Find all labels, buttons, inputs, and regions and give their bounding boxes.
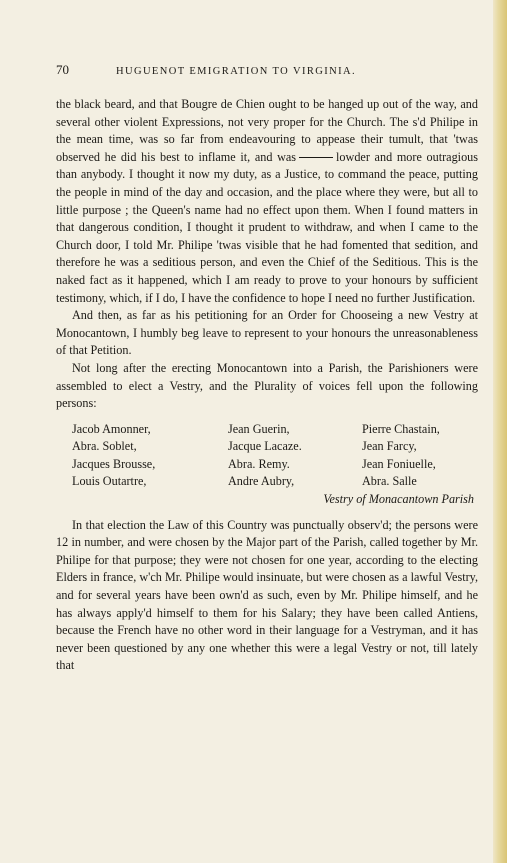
- running-title: HUGUENOT EMIGRATION TO VIRGINIA.: [116, 66, 357, 77]
- book-page: [56, 62, 478, 675]
- page-number: 70: [56, 62, 69, 77]
- vestry-name: Pierre Chastain,: [362, 421, 440, 436]
- page-edge: [493, 0, 507, 863]
- vestry-name: Jean Foniuelle,: [362, 456, 436, 471]
- vestry-name: Jean Farcy,: [362, 439, 417, 454]
- paragraph-1: [56, 96, 478, 307]
- vestry-name: Andre Aubry,: [228, 474, 295, 489]
- vestry-name: Abra. Remy.: [228, 456, 290, 471]
- vestry-names-list: [72, 421, 478, 491]
- paragraph-4: In that election the Law of this Country was punctually observ'd; the persons were 12 in number, and were chosen by the Major part of the Parish, called together by Mr. Philipe for that purpose; they were not chosen for one year, according to the electing Elders in france, w'ch Mr. Philipe would insinuate, but were chosen as a lawful Vestry, and for several years have been own'd as such, even by Mr. Philipe himself, and he has always apply'd himself to them for his Salary; they have been called Antiens, because the French have no other word in their language for a Vestryman, and it has never been questioned by any one whether this were a legal Vestry or not, till lately that: [56, 517, 478, 673]
- vestry-name: Jacques Brousse,: [72, 456, 156, 471]
- paragraph-1-part-2: lowder and more outragious than anybody. I thought it now my duty, as a Justice, to command the peace, putting the people in mind of the day and occasion, and the place where they were, but all to little purpose ; the Queen's name had no effect upon them. When I found matters in that dangerous condition, I thought it prudent to withdraw, and when I came to the Church door, I told Mr. Philipe 'twas visible that he had fomented that sedition, and therefore he was a seditious person, and even the Chief of the Seditious. This is the naked fact as it happened, which I am ready to prove to your honours by sufficient testimony, which, if I do, I have the confidence to hope I need no further Justification.: [56, 149, 478, 305]
- paragraph-3: Not long after the erecting Monocantown into a Parish, the Parishioners were assembled to elect a Vestry, and the Plurality of voices fell upon the following persons:: [56, 360, 478, 411]
- vestry-name: Jacque Lacaze.: [228, 439, 302, 454]
- vestry-name: Jacob Amonner,: [72, 421, 151, 436]
- blank-dash: [299, 157, 333, 158]
- vestry-name: Jean Guerin,: [228, 421, 290, 436]
- vestry-caption: Vestry of Monacantown Parish: [323, 492, 474, 507]
- paragraph-2: And then, as far as his petitioning for an Order for Chooseing a new Vestry at Monocantown, I humbly beg leave to represent to your honours the unreasonableness of that Petition.: [56, 308, 478, 358]
- paragraph-1-part-1: the black beard, and that Bougre de Chien ought to be hanged up out of the way, and several other violent Expressions, not very proper for the Church. The s'd Philipe in the mean time, was so far from endeavouring to appease their tumult, that 'twas observed he did his best to inflame it, and was: [56, 97, 478, 164]
- vestry-name: Abra. Soblet,: [72, 439, 137, 454]
- vestry-name: Louis Outartre,: [72, 474, 147, 489]
- page-header: [56, 62, 478, 82]
- vestry-name: Abra. Salle: [362, 474, 417, 489]
